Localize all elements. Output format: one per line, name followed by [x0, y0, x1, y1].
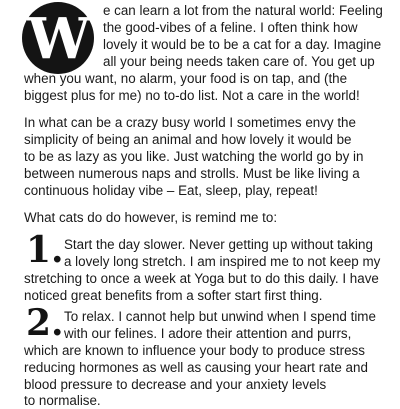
intro-line: when you want, no alarm, your food is on tap, and (the [24, 71, 348, 86]
paragraph-line: In what can be a crazy busy world I sometimes envy the [24, 115, 356, 130]
list-item-line: To relax. I cannot help but unwind when I spend time [64, 309, 376, 324]
lead-in-text: What cats do do however, is remind me to: [24, 210, 278, 225]
drop-cap-letter: W [27, 6, 89, 72]
list-item-line: a lovely long stretch. I am inspired me to not keep my [64, 254, 381, 269]
intro-line: the good-vibes of a feline. I often think how [103, 20, 358, 35]
list-item-line: stretching to once a week at Yoga but to do this daily. I have [24, 271, 379, 286]
list-numeral-1: 1. [26, 229, 64, 271]
intro-line: lovely it would be to be a cat for a day. Imagine [103, 37, 382, 52]
list-item-line: with our felines. I adore their attention and purrs, [64, 326, 352, 341]
list-numeral-2: 2. [26, 302, 64, 344]
list-item-line: blood pressure to decrease and your anxiety levels [24, 377, 327, 392]
paragraph-line: between numerous naps and strolls. Must be like living a [24, 166, 360, 181]
list-item-line: to normalise. [24, 393, 101, 408]
paragraph-line: continuous holiday vibe – Eat, sleep, play, repeat! [24, 183, 318, 198]
drop-cap-circle [22, 2, 94, 74]
list-item-line: noticed great benefits from a softer start first thing. [24, 288, 323, 303]
list-item-line: reducing hormones as well as causing your heart rate and [24, 360, 368, 375]
list-item-line: Start the day slower. Never getting up without taking [64, 237, 373, 252]
paragraph-line: simplicity of being an animal and how lovely it would be [24, 132, 352, 147]
paragraph-line: to be as lazy as you like. Just watching the world go by in [24, 149, 364, 164]
list-item-line: which are known to influence your body to produce stress [24, 343, 365, 358]
intro-line: biggest plus for me) no to-do list. Not a care in the world! [24, 88, 360, 103]
intro-line: e can learn a lot from the natural world: Feeling [103, 3, 383, 18]
intro-line: all your being needs taken care of. You get up [103, 54, 375, 69]
